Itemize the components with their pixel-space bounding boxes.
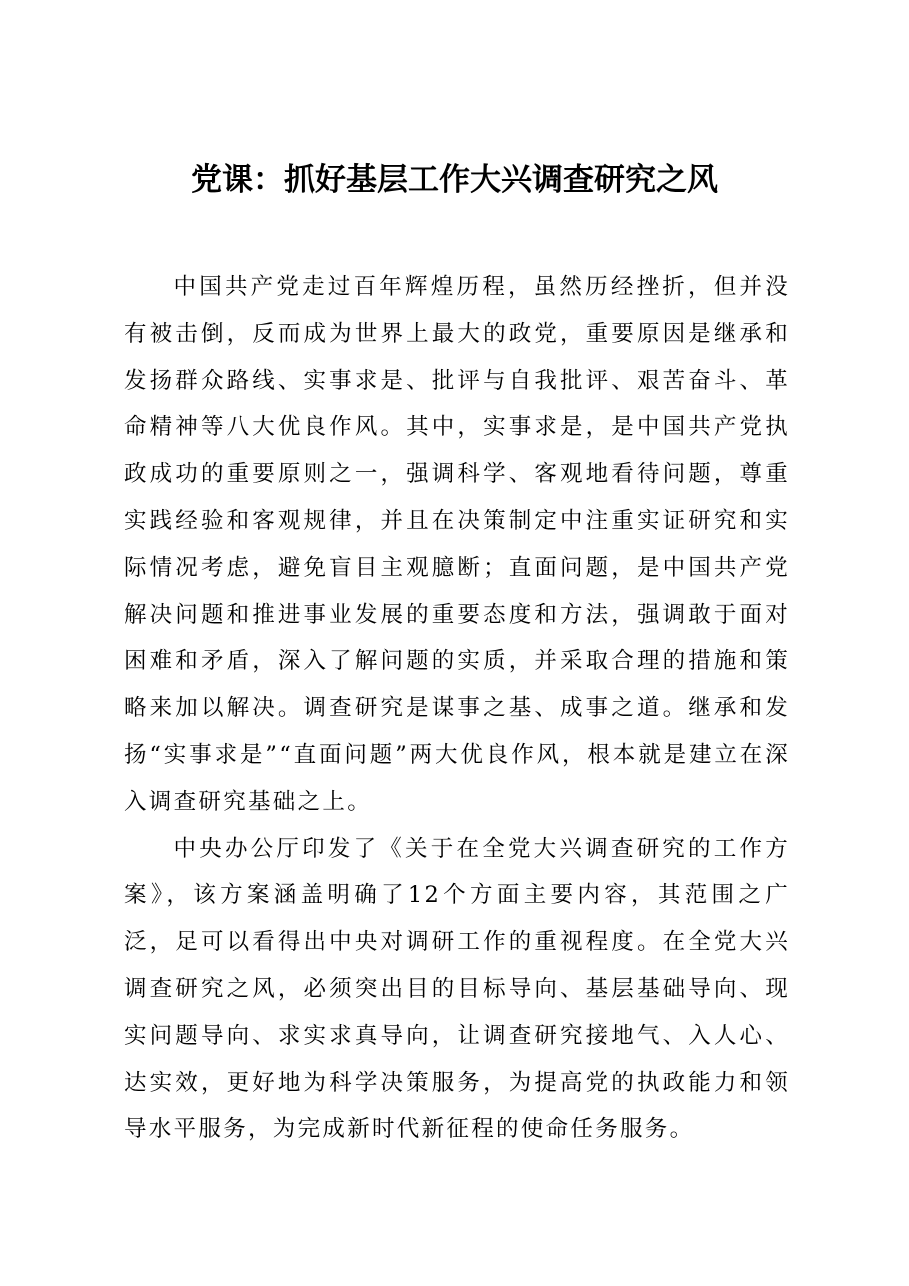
paragraph-1: 中国共产党走过百年辉煌历程，虽然历经挫折，但并没有被击倒，反而成为世界上最大的政党，重要原因是继承和发扬群众路线、实事求是、批评与自我批评、艰苦奋斗、革命精神等八大优良作风。其中，实事求是，是中国共产党执政成功的重要原则之一，强调科学、客观地看待问题，尊重实践经验和客观规律，并且在决策制定中注重实证研究和实际情况考虑，避免盲目主观臆断；直面问题，是中国共产党解决问题和推进事业发展的重要态度和方法，强调敢于面对困难和矛盾，深入了解问题的实质，并采取合理的措施和策略来加以解决。调查研究是谋事之基、成事之道。继承和发扬“实事求是”“直面问题”两大优良作风，根本就是建立在深入调查研究基础之上。 [124,274,790,815]
document-body [124,264,790,1153]
document-title: 党课：抓好基层工作大兴调查研究之风 [191,162,718,198]
paragraph-2: 中央办公厅印发了《关于在全党大兴调查研究的工作方案》，该方案涵盖明确了12个方面主要内容，其范围之广泛，足可以看得出中央对调研工作的重视程度。在全党大兴调查研究之风，必须突出目的目标导向、基层基础导向、现实问题导向、求实求真导向，让调查研究接地气、入人心、达实效，更好地为科学决策服务，为提高党的执政能力和领导水平服务，为完成新时代新征程的使命任务服务。 [124,835,790,1143]
